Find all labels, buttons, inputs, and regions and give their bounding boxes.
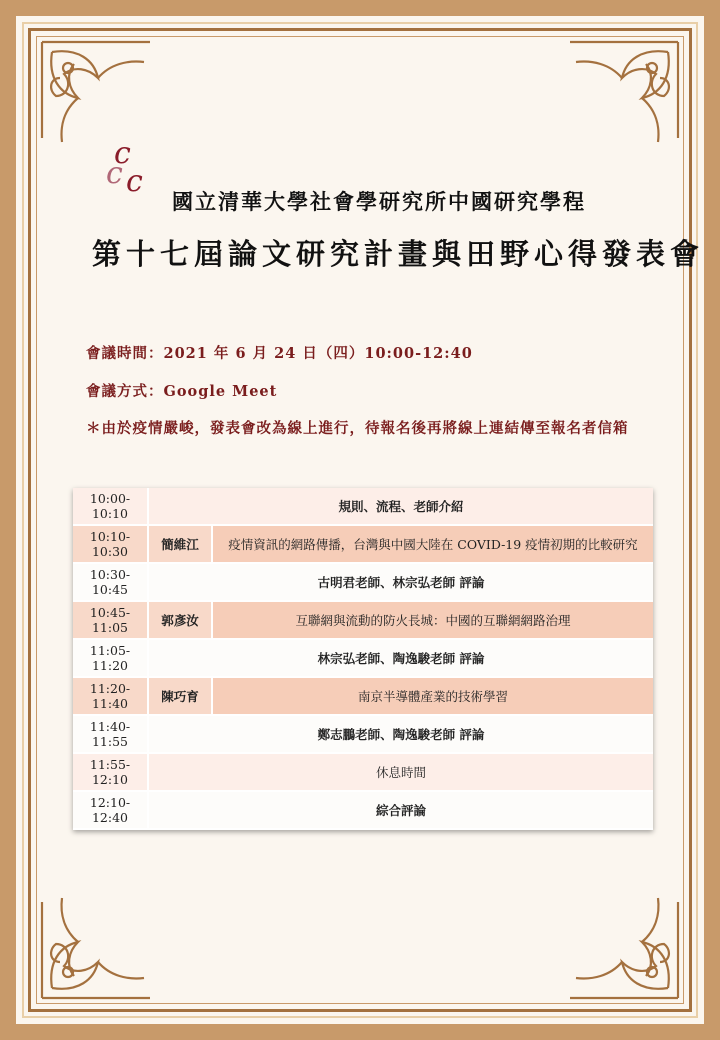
org-name: 國立清華大學社會學研究所中國研究學程 — [172, 189, 586, 214]
schedule-row — [73, 677, 653, 715]
schedule-row — [73, 525, 653, 563]
schedule-time: 11:40-11:55 — [73, 715, 148, 753]
schedule-time: 12:10-12:40 — [73, 791, 148, 829]
schedule-content: 規則、流程、老師介紹 — [148, 488, 653, 525]
schedule-table — [73, 488, 653, 830]
schedule-time: 11:55-12:10 — [73, 753, 148, 791]
schedule-speaker: 簡維江 — [148, 525, 212, 563]
schedule-row — [73, 753, 653, 791]
schedule-content: 鄭志鵬老師、陶逸駿老師 評論 — [148, 715, 653, 753]
schedule-row — [73, 791, 653, 829]
schedule-time: 10:00-10:10 — [73, 488, 148, 525]
schedule-content: 古明君老師、林宗弘老師 評論 — [148, 563, 653, 601]
schedule-content: 南京半導體產業的技術學習 — [212, 677, 653, 715]
event-title: 第十七屆論文研究計畫與田野心得發表會 — [92, 237, 705, 271]
schedule-time: 11:05-11:20 — [73, 639, 148, 677]
schedule-content: 互聯網與流動的防火長城：中國的互聯網網路治理 — [212, 601, 653, 639]
meeting-method: 會議方式：Google Meet — [86, 383, 278, 400]
schedule-time: 11:20-11:40 — [73, 677, 148, 715]
corner-ornament — [562, 892, 682, 1002]
schedule-row — [73, 715, 653, 753]
schedule-time: 10:30-10:45 — [73, 563, 148, 601]
meeting-time: 會議時間：2021 年 6 月 24 日（四）10:00-12:40 — [86, 345, 473, 362]
program-logo: c c c — [106, 136, 143, 199]
schedule-speaker: 郭彥汝 — [148, 601, 212, 639]
schedule-row — [73, 563, 653, 601]
schedule-time: 10:10-10:30 — [73, 525, 148, 563]
schedule-row — [73, 639, 653, 677]
meeting-note: ＊由於疫情嚴峻，發表會改為線上進行，待報名後再將線上連結傳至報名者信箱 — [86, 420, 629, 437]
corner-ornament — [38, 38, 158, 148]
schedule-content: 休息時間 — [148, 753, 653, 791]
corner-ornament — [38, 892, 158, 1002]
schedule-content: 綜合評論 — [148, 791, 653, 829]
schedule-time: 10:45-11:05 — [73, 601, 148, 639]
schedule-row — [73, 488, 653, 525]
corner-ornament — [562, 38, 682, 148]
schedule-row — [73, 601, 653, 639]
schedule-speaker: 陳巧育 — [148, 677, 212, 715]
schedule-content: 林宗弘老師、陶逸駿老師 評論 — [148, 639, 653, 677]
schedule-content: 疫情資訊的網路傳播，台灣與中國大陸在 COVID-19 疫情初期的比較研究 — [212, 525, 653, 563]
